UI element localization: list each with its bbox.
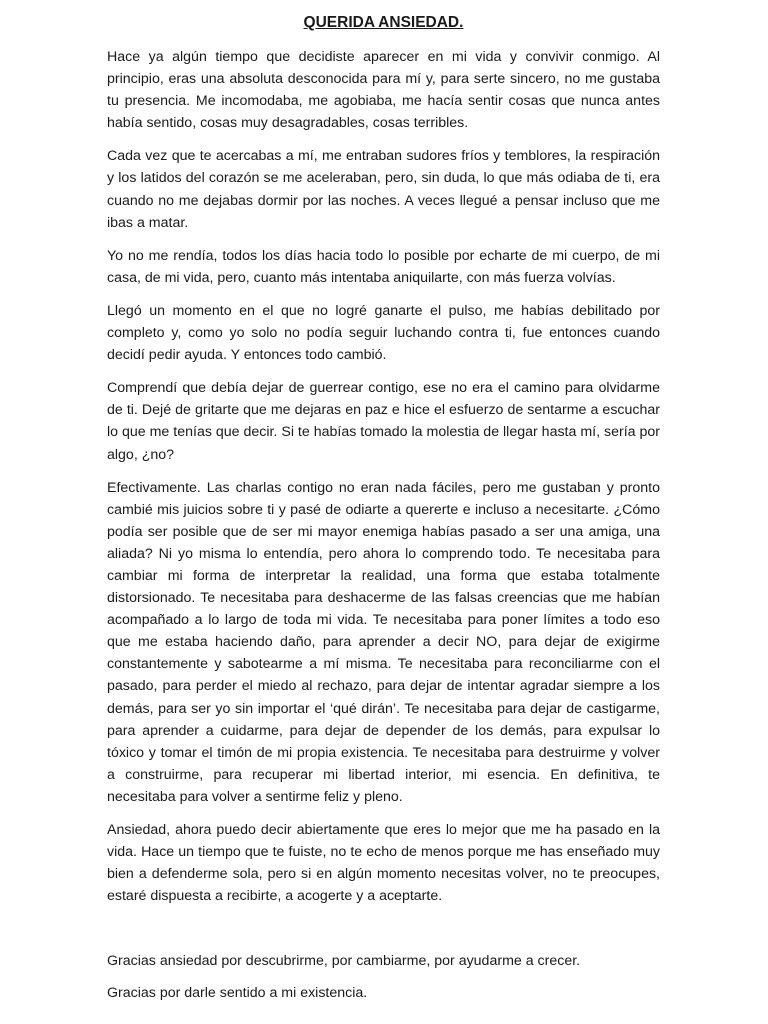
paragraph-1: Hace ya algún tiempo que decidiste aparecer en mi vida y convivir conmigo. Al principio, eras una absoluta desconocida para mí y, para serte sincero, no me gustaba tu presencia. Me incomodaba, me agobiaba, me hacía sentir cosas que nunca antes había sentido, cosas muy desagradables, cosas terribles. — [107, 49, 660, 132]
document-title: QUERIDA ANSIEDAD. — [303, 14, 464, 31]
paragraph-4: Llegó un momento en el que no logré ganarte el pulso, me habías debilitado por completo y, como yo solo no podía seguir luchando contra ti, fue entonces cuando decidí pedir ayuda. Y entonces todo cambió. — [107, 302, 660, 364]
paragraph-2: Cada vez que te acercabas a mí, me entraban sudores fríos y temblores, la respiración y los latidos del corazón se me aceleraban, pero, sin duda, lo que más odiaba de ti, era cuando no me dejabas dormir por las noches. A veces llegué a pensar incluso que me ibas a matar. — [107, 148, 660, 231]
document-page — [107, 12, 660, 1015]
closing-line-1: Gracias ansiedad por descubrirme, por cambiarme, por ayudarme a crecer. — [107, 953, 581, 970]
section-spacer — [107, 918, 660, 950]
paragraph-7: Ansiedad, ahora puedo decir abiertamente que eres lo mejor que me ha pasado en la vida. Hace un tiempo que te fuiste, no te echo de menos porque me has enseñado muy bien a defenderme sola, pero si en algún momento necesitas volver, no te preocupes, estaré dispuesta a recibirte, a acogerte y a aceptarte. — [107, 822, 660, 905]
paragraph-5: Comprendí que debía dejar de guerrear contigo, ese no era el camino para olvidarme de ti. Dejé de gritarte que me dejaras en paz e hice el esfuerzo de sentarme a escuchar lo que me tenías que decir. Si te habías tomado la molestia de llegar hasta mí, sería por algo, ¿no? — [107, 380, 660, 463]
closing-line-2: Gracias por darle sentido a mi existencia. — [107, 985, 368, 1002]
paragraph-3: Yo no me rendía, todos los días hacia todo lo posible por echarte de mi cuerpo, de mi casa, de mi vida, pero, cuanto más intentaba aniquilarte, con más fuerza volvías. — [107, 247, 660, 286]
paragraph-6: Efectivamente. Las charlas contigo no eran nada fáciles, pero me gustaban y pronto cambié mis juicios sobre ti y pasé de odiarte a quererte e incluso a necesitarte. ¿Cómo podía ser posible que de ser mi mayor enemiga habías pasado a ser una amiga, una aliada? Ni yo misma lo entendía, pero ahora lo comprendo todo. Te necesitaba para cambiar mi forma de interpretar la realidad, una forma que estaba totalmente distorsionado. Te necesitaba para deshacerme de las falsas creencias que me habían acompañado a lo largo de toda mi vida. Te necesitaba para poner límites a todo eso que me estaba haciendo daño, para aprender a decir NO, para dejar de exigirme constantemente y sabotearme a mí misma. Te necesitaba para reconciliarme con el pasado, para perder el miedo al rechazo, para dejar de intentar agradar siempre a los demás, para ser yo sin importar el ‘qué dirán’. Te necesitaba para dejar de castigarme, para aprender a cuidarme, para dejar de depender de los demás, para expulsar lo tóxico y tomar el timón de mi propia existencia. Te necesitaba para destruirme y volver a construirme, para recuperar mi libertad interior, mi esencia. En definitiva, te necesitaba para volver a sentirme feliz y pleno. — [107, 479, 660, 805]
